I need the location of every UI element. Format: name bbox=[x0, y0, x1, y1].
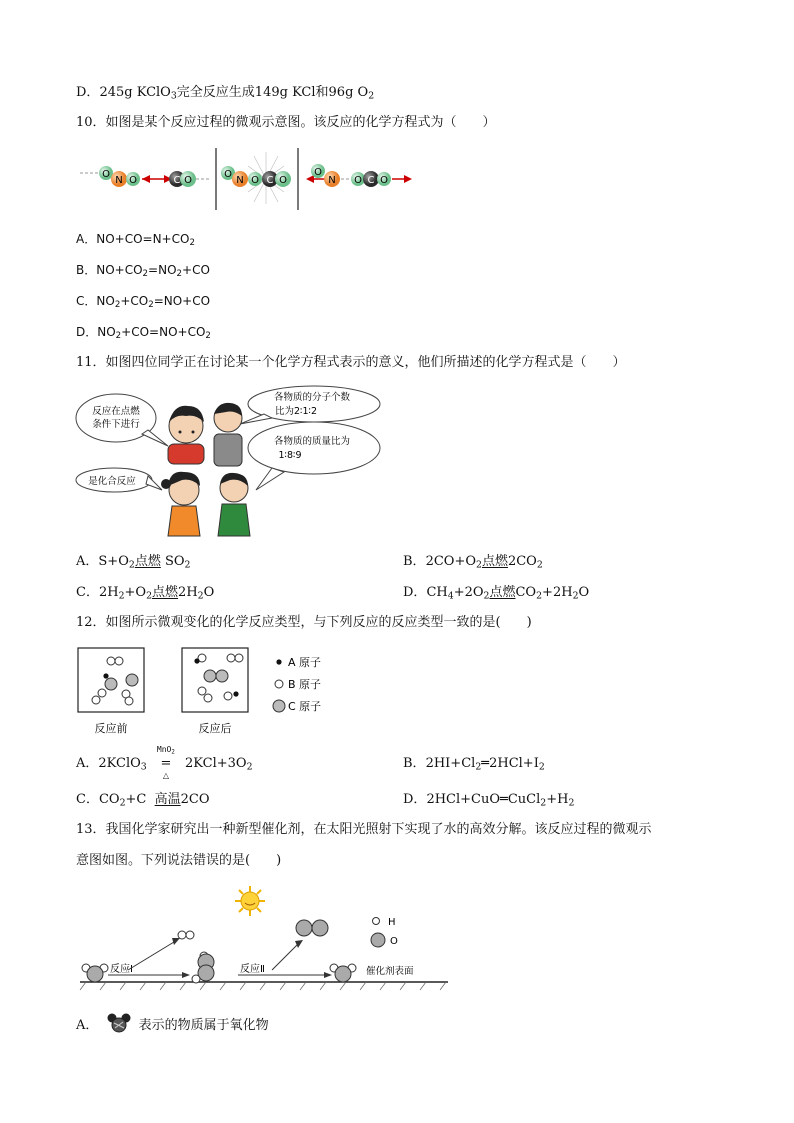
svg-text:C: C bbox=[173, 175, 181, 186]
svg-text:反应在点燃: 反应在点燃 bbox=[92, 406, 140, 417]
svg-text:N: N bbox=[236, 175, 244, 186]
svg-text:O: O bbox=[251, 175, 259, 186]
q13-stem-line1: 13．我国化学家研究出一种新型催化剂，在太阳光照射下实现了水的高效分解。该反应过程的微观示 bbox=[76, 822, 652, 837]
q12-stem: 12．如图所示微观变化的化学反应类型，与下列反应的反应类型一致的是( ) bbox=[76, 615, 532, 630]
svg-text:N: N bbox=[115, 175, 123, 186]
student-figure bbox=[218, 473, 250, 536]
q9-option-d: D．245g KClO$_3$完全反应生成149g KCl和96g $O_2$ bbox=[76, 85, 375, 102]
svg-text:N: N bbox=[328, 175, 336, 186]
reaction-condition: MnO$_2$ = △ bbox=[156, 745, 175, 780]
q10-option-c[interactable]: C．$NO_2+CO_2=NO+CO$ bbox=[76, 294, 211, 311]
q12-micro-diagram bbox=[76, 646, 366, 738]
svg-text:各物质的质量比为: 各物质的质量比为 bbox=[273, 436, 351, 447]
q10-option-b[interactable]: B．$NO+CO_2=NO_2+CO$ bbox=[76, 263, 210, 280]
svg-text:H: H bbox=[388, 917, 396, 928]
q11-option-b[interactable]: B．$2CO+O_2$点燃$2CO_2$ bbox=[403, 554, 543, 571]
q10-option-a[interactable]: A．$NO+CO=N+CO_2$ bbox=[76, 232, 195, 249]
student-figure bbox=[161, 472, 200, 536]
svg-text:O: O bbox=[279, 175, 287, 186]
svg-text:反应前: 反应前 bbox=[94, 722, 128, 735]
q12-option-c[interactable]: C．$CO_2+C$ 高温2CO bbox=[76, 792, 210, 809]
q12-option-a[interactable]: A．2KClO$_3$ MnO$_2$ = △ $2KCl+3O_2$ bbox=[76, 745, 253, 780]
q12-option-d[interactable]: D．$2HCl+CuO═CuCl_2+H_2$ bbox=[403, 792, 575, 809]
legend-a-atom bbox=[276, 659, 281, 664]
svg-text:O: O bbox=[314, 167, 322, 178]
svg-text:比为2∶1∶2: 比为2∶1∶2 bbox=[274, 406, 318, 417]
q10-reaction-diagram bbox=[76, 146, 436, 212]
speech-bubble bbox=[248, 422, 380, 474]
svg-text:O: O bbox=[380, 175, 388, 186]
q11-option-c[interactable]: C．$2H_2+O_2$点燃$2H_2O$ bbox=[76, 585, 215, 602]
svg-text:反应Ⅱ: 反应Ⅱ bbox=[240, 964, 265, 975]
svg-text:催化剂表面: 催化剂表面 bbox=[366, 966, 414, 977]
svg-text:各物质的分子个数: 各物质的分子个数 bbox=[273, 392, 351, 403]
legend-c-atom bbox=[273, 700, 285, 712]
q13-stem-line2: 意图如图。下列说法错误的是( ) bbox=[76, 853, 282, 868]
svg-text:C: C bbox=[367, 175, 375, 186]
q10-stem: 10．如图是某个反应过程的微观示意图。该反应的化学方程式为（ ） bbox=[76, 115, 496, 130]
svg-text:O: O bbox=[184, 175, 192, 186]
svg-text:O: O bbox=[102, 169, 110, 180]
q13-water-splitting-diagram bbox=[76, 884, 456, 994]
svg-text:条件下进行: 条件下进行 bbox=[92, 419, 140, 430]
q11-option-a[interactable]: A．$S+O_2$点燃 $SO_2$ bbox=[76, 554, 191, 571]
svg-text:O: O bbox=[390, 936, 398, 947]
oxygen-atom bbox=[371, 933, 385, 947]
svg-text:O: O bbox=[224, 169, 232, 180]
svg-text:反应后: 反应后 bbox=[198, 722, 232, 735]
legend-b-atom bbox=[275, 680, 283, 688]
q10-option-d[interactable]: D．$NO_2+CO=NO+CO_2$ bbox=[76, 325, 211, 342]
svg-text:反应Ⅰ: 反应Ⅰ bbox=[110, 964, 133, 975]
sun-icon bbox=[235, 886, 265, 916]
q11-students-illustration bbox=[76, 386, 386, 538]
svg-text:是化合反应: 是化合反应 bbox=[88, 476, 136, 487]
student-figure bbox=[168, 406, 204, 464]
svg-text:O: O bbox=[354, 175, 362, 186]
q11-option-d[interactable]: D．$CH_4+2O_2$点燃$CO_2+2H_2O$ bbox=[403, 585, 590, 602]
svg-text:O: O bbox=[129, 175, 137, 186]
hydrogen-atom bbox=[373, 918, 380, 925]
student-figure bbox=[214, 403, 242, 466]
svg-text:1∶8∶9: 1∶8∶9 bbox=[278, 450, 302, 461]
svg-text:B 原子: B 原子 bbox=[288, 678, 322, 691]
q11-stem: 11．如图四位同学正在讨论某一个化学方程式表示的意义，他们所描述的化学方程式是（ ） bbox=[76, 355, 626, 370]
svg-text:A 原子: A 原子 bbox=[288, 656, 322, 669]
svg-text:C: C bbox=[266, 175, 274, 186]
svg-text:C 原子: C 原子 bbox=[288, 700, 322, 713]
q12-option-b[interactable]: B．$2HI+Cl_2═2HCl+I_2$ bbox=[403, 756, 545, 773]
q13-option-a[interactable]: A． 表示的物质属于氧化物 bbox=[76, 1013, 269, 1035]
water-molecule-icon bbox=[107, 1013, 131, 1033]
